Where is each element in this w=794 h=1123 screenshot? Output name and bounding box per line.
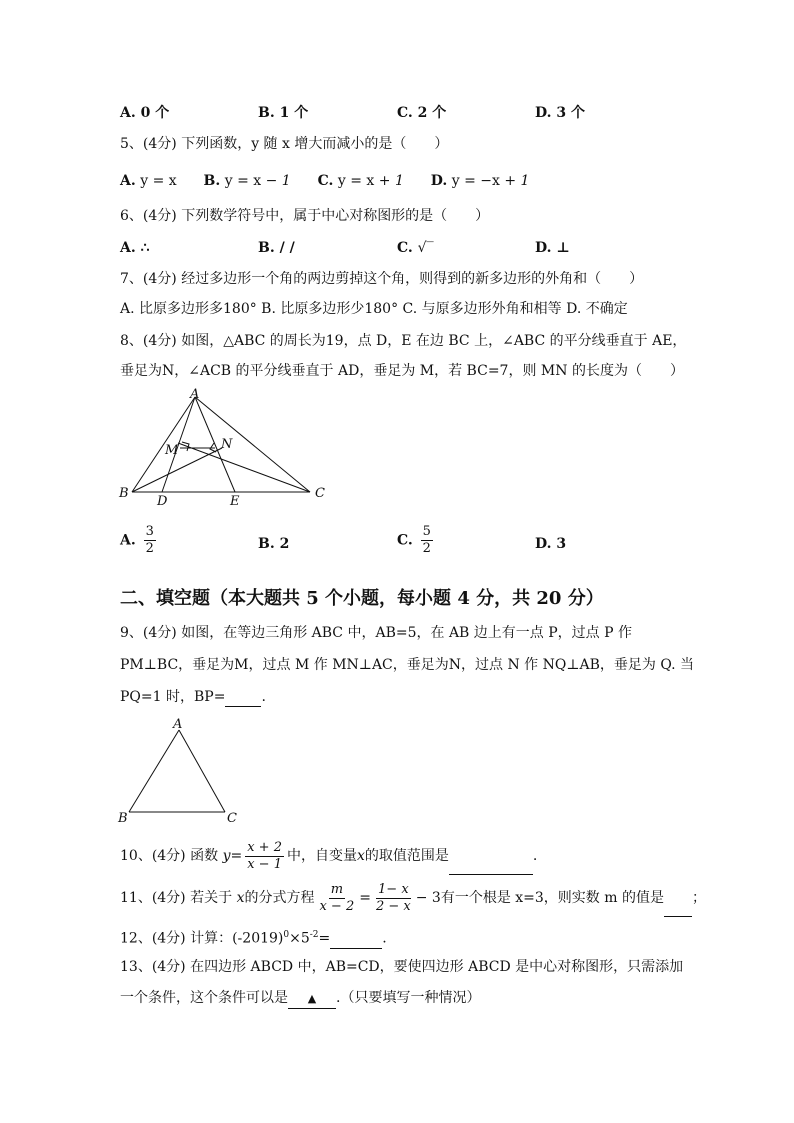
q9-line1: 9、(4分) 如图，在等边三角形 ABC 中，AB=5，在 AB 边上有一点 P，过点 P 作 — [120, 625, 632, 641]
q9-line3-suffix: . — [261, 689, 266, 705]
q8-option-d: D. 3 — [535, 536, 567, 552]
sqrt-symbol: √‾ — [417, 240, 434, 256]
q10 — [120, 838, 537, 875]
q5-b-one: 1 — [281, 173, 291, 189]
side-ab — [132, 397, 195, 492]
label-c: C — [227, 811, 237, 826]
q12-exp0: 0 — [283, 930, 290, 940]
q8-a-denominator: 2 — [145, 541, 154, 556]
q13-answer-blank[interactable] — [288, 989, 336, 1009]
label-b: B — [118, 811, 128, 826]
q4-option-c: C. 2 个 — [397, 105, 447, 121]
q7-stem: 7、(4分) 经过多边形一个角的两边剪掉这个角，则得到的新多边形的外角和（ ） — [120, 271, 644, 287]
q13-line2 — [120, 989, 480, 1009]
q7-options: A. 比原多边形多180° B. 比原多边形少180° C. 与原多边形外角和相等 D. 不确定 — [120, 301, 628, 317]
q8-option-b: B. 2 — [258, 536, 290, 552]
q8-c-label: C. — [397, 532, 413, 549]
q8-a-fraction — [144, 524, 156, 557]
q11-fraction2 — [374, 882, 413, 915]
q10-end: . — [532, 848, 538, 864]
side-ac — [179, 730, 225, 812]
q11-prefix: 11、(4分) 若关于 — [120, 890, 233, 906]
q11-eq: = — [359, 890, 371, 906]
section2-title: 二、填空题（本大题共 5 个小题，每小题 4 分，共 20 分） — [120, 588, 604, 609]
q11-f2-denominator: 2 − x — [375, 898, 411, 914]
q4-option-d: D. 3 个 — [535, 105, 586, 121]
side-ab — [129, 730, 179, 812]
label-n: N — [221, 437, 233, 452]
q11-end: ； — [692, 890, 706, 906]
q13-line1: 13、(4分) 在四边形 ABCD 中，AB=CD，要使四边形 ABCD 是中心对称图形，只需添加 — [120, 959, 684, 975]
q11-middle: 的分式方程 — [244, 890, 315, 906]
q8-stem-line1: 8、(4分) 如图，△ABC 的周长为19，点 D，E 在边 BC 上，∠ABC 的平分线垂直于 AE， — [120, 333, 687, 349]
q5-d-label: D. — [430, 173, 448, 189]
q5-c-one: 1 — [394, 173, 404, 189]
q12 — [120, 926, 387, 949]
q10-answer-blank[interactable] — [449, 838, 533, 875]
q10-x: x — [356, 848, 365, 864]
q10-middle: 中，自变量 — [286, 848, 357, 864]
q12-eq: = — [318, 930, 331, 947]
q5-a-label: A. — [120, 173, 136, 189]
q12-exp2: -2 — [309, 930, 319, 940]
q12-end: . — [382, 930, 387, 947]
label-a: A — [173, 717, 183, 732]
q5-b-label: B. — [203, 173, 221, 189]
q5-options — [120, 172, 529, 190]
q12-prefix: 12、(4分) 计算：(-2019) — [120, 930, 284, 947]
q8-option-a — [120, 524, 159, 557]
q5-stem: 5、(4分) 下列函数，y 随 x 增大而减小的是（ ） — [120, 136, 449, 152]
triangle-marker-icon: ▲ — [307, 992, 317, 1005]
q8-option-c — [397, 524, 436, 557]
q9-triangle-figure — [115, 718, 255, 828]
q10-prefix: 10、(4分) 函数 — [120, 848, 219, 864]
label-c: C — [315, 486, 325, 501]
q10-numerator: x + 2 — [247, 839, 282, 855]
q11-minus3: − 3 — [415, 890, 441, 906]
q5-d-one: 1 — [520, 173, 530, 189]
q10-suffix: 的取值范围是 — [364, 848, 449, 864]
q5-a-expr: y = x — [140, 173, 177, 189]
q6-option-d: D. ⊥ — [535, 240, 570, 256]
q6-option-a: A. ∴ — [120, 240, 150, 256]
q11-fraction1 — [317, 882, 356, 915]
q12-times: ×5 — [289, 930, 310, 947]
q5-b-expr: y = x − — [224, 173, 282, 189]
q11 — [120, 880, 706, 917]
side-ac — [195, 397, 310, 492]
q8-stem-line2: 垂足为N，∠ACB 的平分线垂直于 AD，垂足为 M，若 BC=7，则 MN 的长度为（ ） — [120, 363, 684, 379]
q8-triangle-figure — [110, 385, 350, 515]
q8-a-label: A. — [120, 532, 136, 549]
q13-line2-prefix: 一个条件，这个条件可以是 — [120, 990, 288, 1006]
q11-answer-blank[interactable] — [664, 880, 692, 917]
q9-line3 — [120, 688, 266, 707]
q11-f2-numerator: 1− x — [378, 881, 409, 897]
q11-x: x — [236, 890, 245, 906]
q9-answer-blank[interactable] — [225, 688, 261, 707]
q11-f1-numerator: m — [330, 881, 344, 897]
q10-y: y — [222, 848, 231, 864]
label-b: B — [119, 486, 129, 501]
q5-c-expr: y = x + — [337, 173, 395, 189]
q5-c-label: C. — [317, 173, 334, 189]
q9-line3-prefix: PQ=1 时，BP= — [120, 689, 226, 705]
label-d: D — [157, 494, 168, 509]
right-angle-m — [182, 442, 189, 451]
q4-option-b: B. 1 个 — [258, 105, 309, 121]
q10-fraction — [245, 840, 284, 873]
q4-option-a: A. 0 个 — [120, 105, 170, 121]
q8-a-numerator: 3 — [145, 524, 154, 539]
label-m: M — [165, 443, 179, 458]
label-a: A — [190, 387, 200, 402]
q9-line2: PM⊥BC，垂足为M，过点 M 作 MN⊥AC，垂足为N，过点 N 作 NQ⊥AB，垂足为 Q. 当 — [120, 657, 695, 673]
q11-suffix: 有一个根是 x=3，则实数 m 的值是 — [440, 890, 664, 906]
q8-c-numerator: 5 — [422, 524, 431, 539]
q6-option-b: B. / / — [258, 240, 295, 256]
bisector-c — [178, 443, 310, 492]
q5-d-expr: y = −x + — [451, 173, 521, 189]
q8-c-denominator: 2 — [422, 541, 431, 556]
q6-stem: 6、(4分) 下列数学符号中，属于中心对称图形的是（ ） — [120, 208, 490, 224]
q8-c-fraction — [421, 524, 433, 557]
q6-c-label: C. — [397, 240, 413, 256]
q12-answer-blank[interactable] — [330, 930, 382, 949]
label-e: E — [230, 494, 240, 509]
q10-denominator: x − 1 — [247, 856, 282, 872]
q10-eq: = — [230, 848, 243, 864]
q6-option-c — [397, 239, 434, 257]
q11-f1-denominator: x − 2 — [319, 898, 355, 914]
q13-line2-suffix: .（只要填写一种情况） — [336, 990, 481, 1006]
